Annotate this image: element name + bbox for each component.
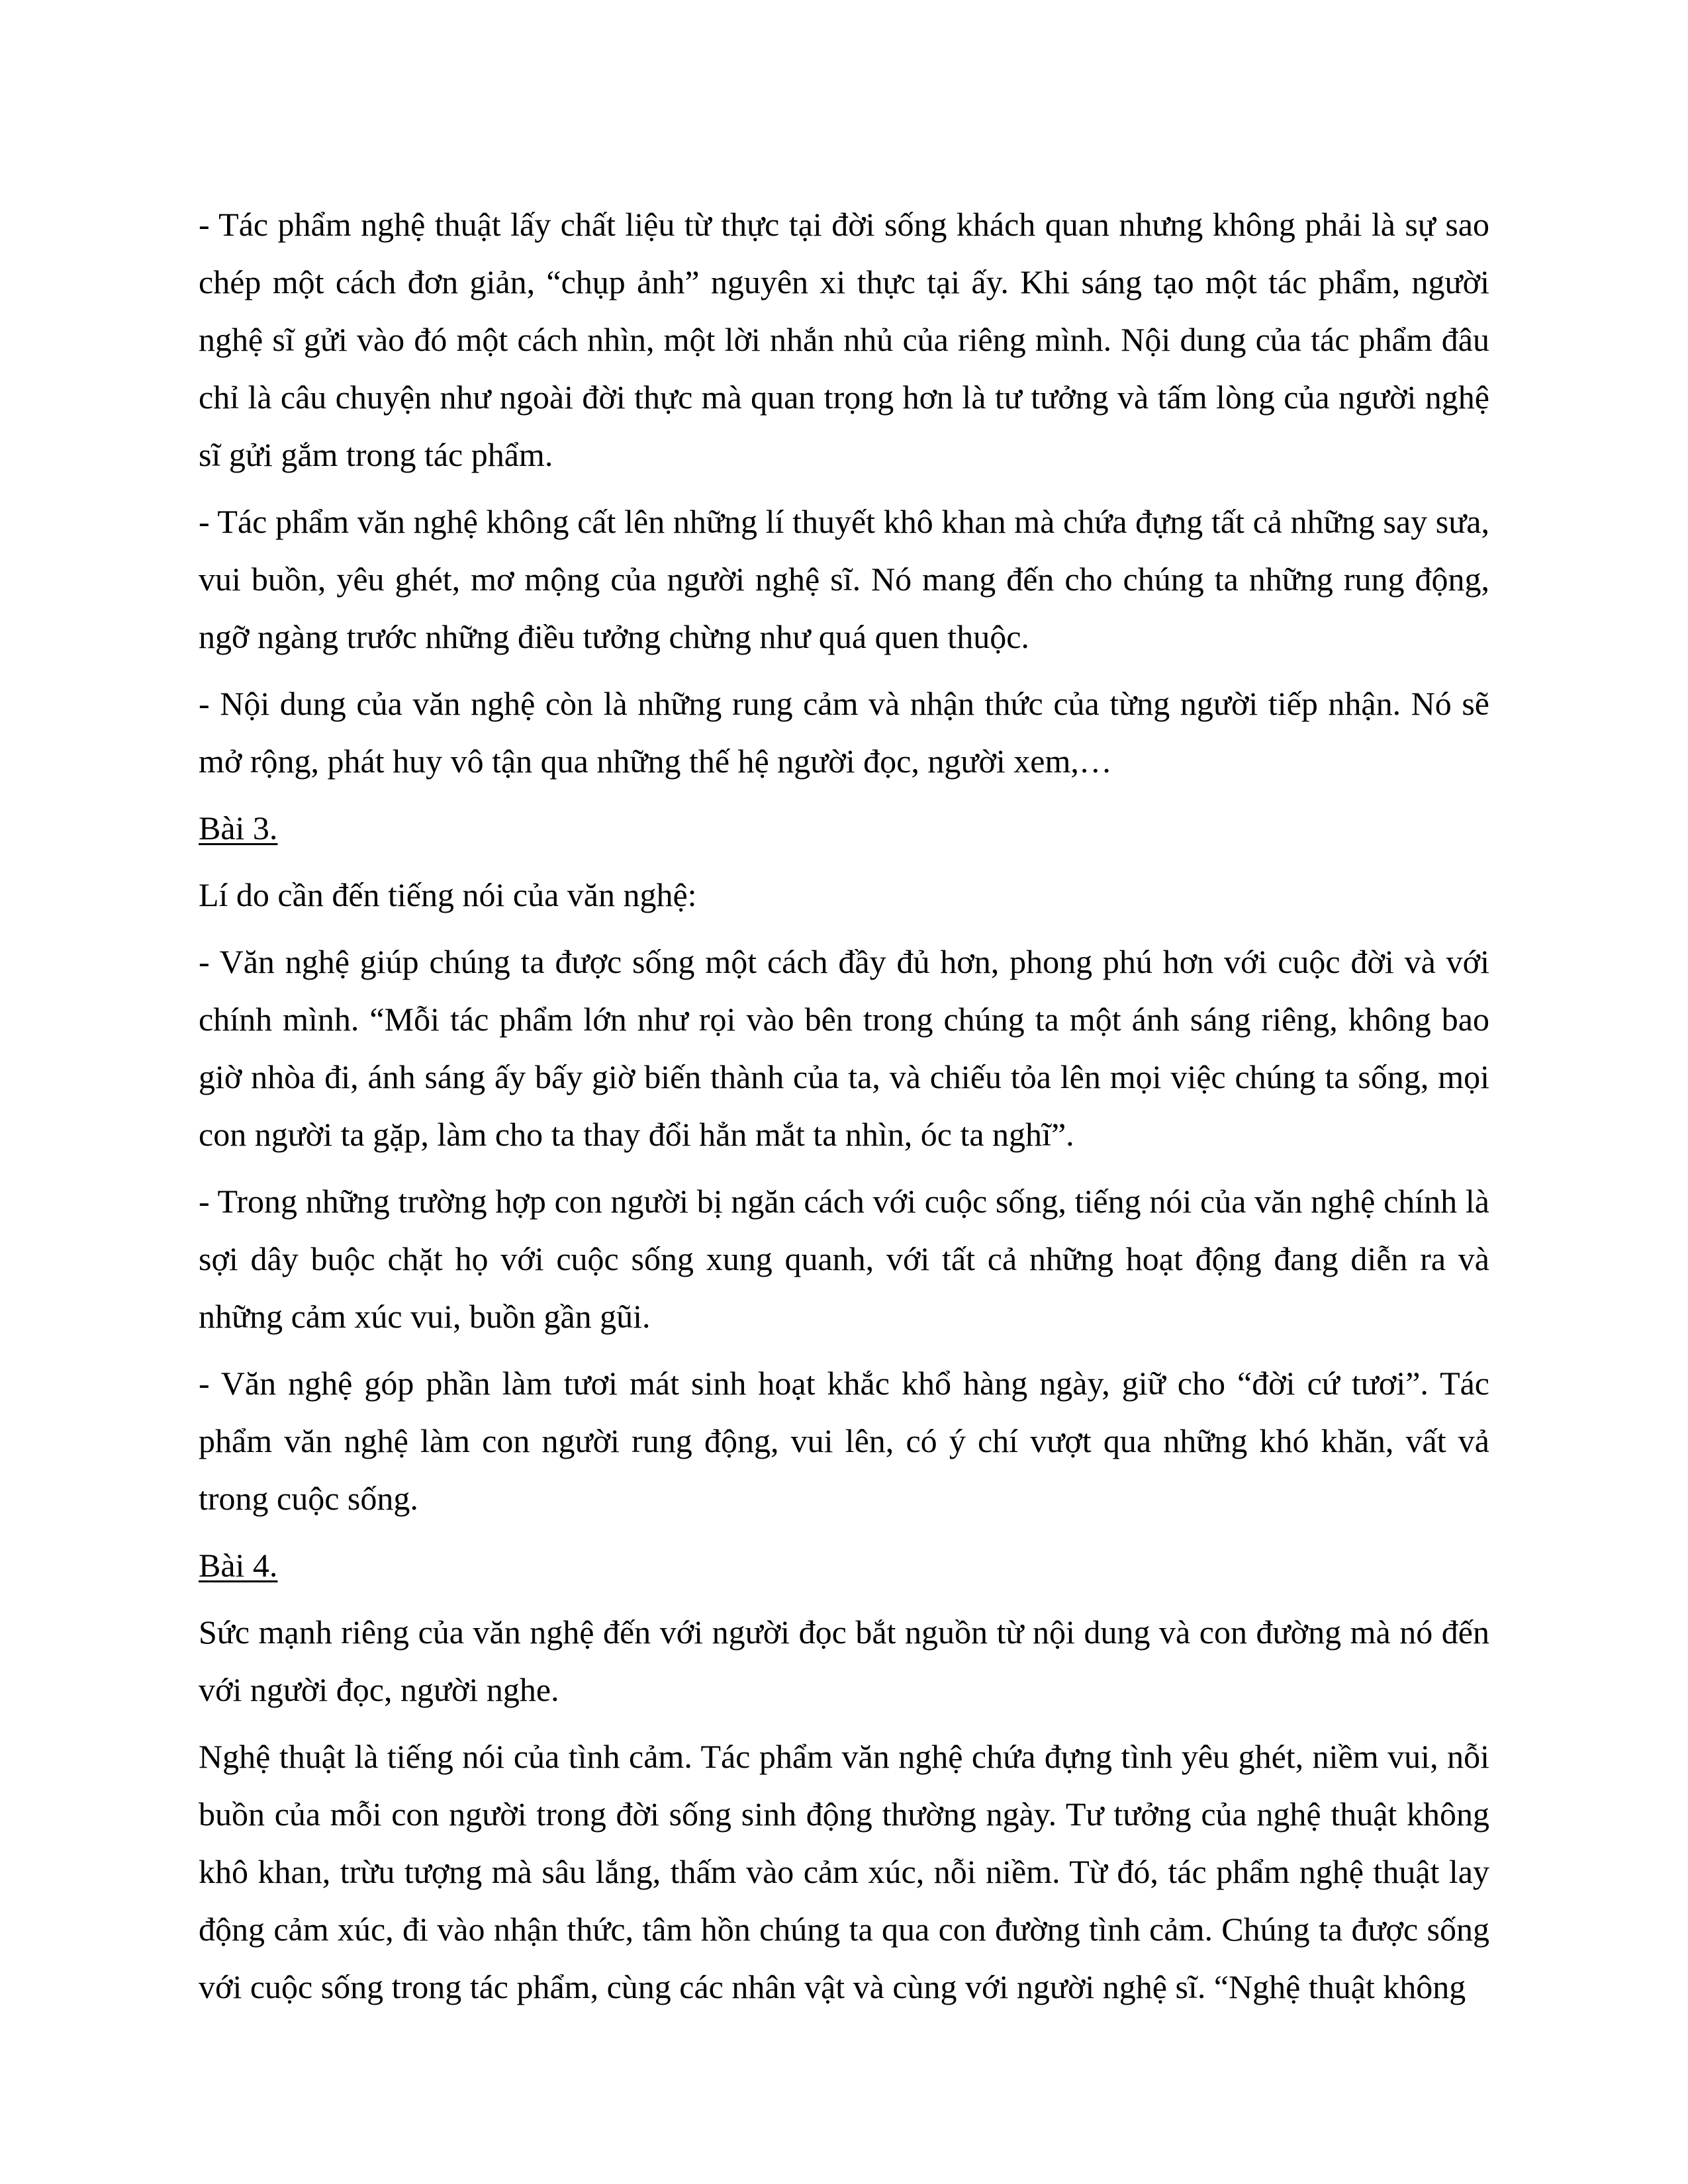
paragraph-power-source: Sức mạnh riêng của văn nghệ đến với người đọc bắt nguồn từ nội dung và con đường mà nó đến với người đọc, người nghe. bbox=[199, 1614, 1489, 1708]
paragraph-isolation: - Trong những trường hợp con người bị ngăn cách với cuộc sống, tiếng nói của văn nghệ chính là sợi dây buộc chặt họ với cuộc sống xung quanh, với tất cả những hoạt động đang diễn ra và những cảm xúc vui, buồn gần gũi. bbox=[199, 1183, 1489, 1335]
heading-bai-4: Bài 4. bbox=[199, 1547, 278, 1584]
paragraph-reasons-intro: Lí do cần đến tiếng nói của văn nghệ: bbox=[199, 876, 697, 913]
paragraph-emotions: - Tác phẩm văn nghệ không cất lên những lí thuyết khô khan mà chứa đựng tất cả những say sưa, vui buồn, yêu ghét, mơ mộng của người nghệ sĩ. Nó mang đến cho chúng ta những rung động, ngỡ ngàng trước những điều tưởng chừng như quá quen thuộc. bbox=[199, 503, 1489, 655]
paragraph-live-fully: - Văn nghệ giúp chúng ta được sống một cách đầy đủ hơn, phong phú hơn với cuộc đời và với chính mình. “Mỗi tác phẩm lớn như rọi vào bên trong chúng ta một ánh sáng riêng, không bao giờ nhòa đi, ánh sáng ấy bấy giờ biến thành của ta, và chiếu tỏa lên mọi việc chúng ta sống, mọi con người ta gặp, làm cho ta thay đổi hẳn mắt ta nhìn, óc ta nghĩ”. bbox=[199, 943, 1489, 1153]
document-body bbox=[199, 196, 1489, 2025]
paragraph-voice-of-emotion: Nghệ thuật là tiếng nói của tình cảm. Tác phẩm văn nghệ chứa đựng tình yêu ghét, niềm vui, nỗi buồn của mỗi con người trong đời sống sinh động thường ngày. Tư tưởng của nghệ thuật không khô khan, trừu tượng mà sâu lắng, thấm vào cảm xúc, nỗi niềm. Từ đó, tác phẩm nghệ thuật lay động cảm xúc, đi vào nhận thức, tâm hồn chúng ta qua con đường tình cảm. Chúng ta được sống với cuộc sống trong tác phẩm, cùng các nhân vật và cùng với người nghệ sĩ. “Nghệ thuật không bbox=[199, 1738, 1489, 2005]
paragraph-reader-perception: - Nội dung của văn nghệ còn là những rung cảm và nhận thức của từng người tiếp nhận. Nó sẽ mở rộng, phát huy vô tận qua những thế hệ người đọc, người xem,… bbox=[199, 685, 1489, 780]
heading-bai-3: Bài 3. bbox=[199, 809, 278, 846]
paragraph-content-not-copy: - Tác phẩm nghệ thuật lấy chất liệu từ thực tại đời sống khách quan nhưng không phải là sự sao chép một cách đơn giản, “chụp ảnh” nguyên xi thực tại ấy. Khi sáng tạo một tác phẩm, người nghệ sĩ gửi vào đó một cách nhìn, một lời nhắn nhủ của riêng mình. Nội dung của tác phẩm đâu chỉ là câu chuyện như ngoài đời thực mà quan trọng hơn là tư tưởng và tấm lòng của người nghệ sĩ gửi gắm trong tác phẩm. bbox=[199, 206, 1489, 473]
paragraph-refresh-life: - Văn nghệ góp phần làm tươi mát sinh hoạt khắc khổ hàng ngày, giữ cho “đời cứ tươi”. Tác phẩm văn nghệ làm con người rung động, vui lên, có ý chí vượt qua những khó khăn, vất vả trong cuộc sống. bbox=[199, 1365, 1489, 1517]
